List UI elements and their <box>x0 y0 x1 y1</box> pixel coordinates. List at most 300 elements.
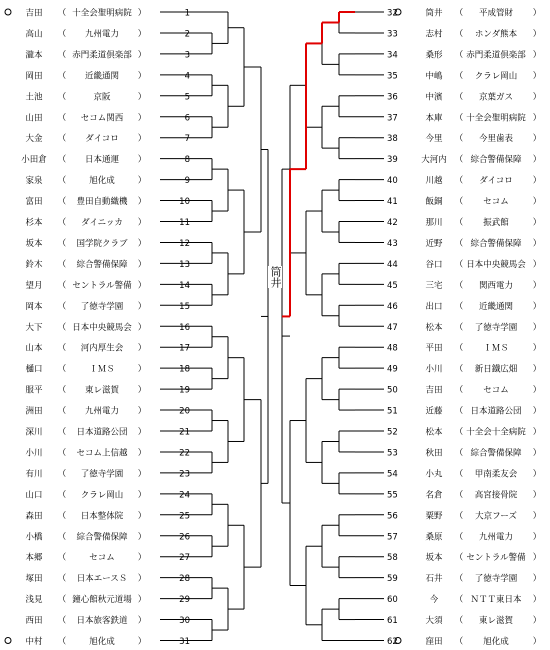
entry-name: 高山 <box>25 29 43 40</box>
paren-open: （ <box>454 238 464 249</box>
entry-team: ダイコロ <box>479 176 513 187</box>
paren-close: ） <box>137 29 147 40</box>
paren-open: （ <box>454 553 464 564</box>
entry-team: 関西電力 <box>478 280 514 291</box>
entry-number: 33 <box>387 29 398 40</box>
paren-close: ） <box>137 385 147 396</box>
entry-name: 松本 <box>425 427 443 438</box>
entry-number: 56 <box>387 511 398 522</box>
entry-name: 小丸 <box>425 469 443 480</box>
entry-number: 23 <box>179 469 190 480</box>
entry-name: 坂本 <box>25 238 43 249</box>
paren-open: （ <box>454 176 464 187</box>
entry-team: 日本エースＳ <box>76 574 128 585</box>
paren-open: （ <box>454 92 464 103</box>
entry-team: 平成管財 <box>478 8 514 19</box>
entry-number: 32 <box>387 8 398 19</box>
entry-name: 鈴木 <box>25 259 43 270</box>
entry-team: 九州電力 <box>84 406 120 417</box>
paren-close: ） <box>137 448 147 459</box>
entry-number: 28 <box>179 574 190 585</box>
entry-team: 綜合警備保障 <box>470 155 522 166</box>
entry-team: 十全会十全病院 <box>466 427 526 438</box>
paren-open: （ <box>57 259 67 270</box>
paren-open: （ <box>454 280 464 291</box>
entry-team: 鐘心館秋元道場 <box>72 595 132 606</box>
paren-open: （ <box>454 259 464 270</box>
paren-close: ） <box>137 134 147 145</box>
paren-open: （ <box>57 155 67 166</box>
paren-close: ） <box>137 469 147 480</box>
entry-team: ＩＭＳ <box>89 364 115 375</box>
paren-open: （ <box>454 427 464 438</box>
paren-close: ） <box>532 595 542 606</box>
paren-close: ） <box>532 427 542 438</box>
paren-open: （ <box>57 532 67 543</box>
entry-name: 桑原 <box>425 532 443 543</box>
entry-number: 35 <box>387 71 398 82</box>
paren-open: （ <box>454 469 464 480</box>
entry-number: 47 <box>387 322 398 333</box>
entry-number: 7 <box>184 134 190 145</box>
paren-open: （ <box>57 385 67 396</box>
entry-number: 59 <box>387 574 398 585</box>
entry-team: 東レ滋賀 <box>84 385 120 396</box>
entry-team: 国学院クラブ <box>76 238 128 249</box>
entry-number: 11 <box>179 218 190 228</box>
entry-name: 小橋 <box>25 532 43 543</box>
entry-team: 赤門柔道倶楽部 <box>466 50 526 61</box>
entry-team: 近畿通関 <box>478 301 514 312</box>
paren-close: ） <box>532 197 542 208</box>
entry-number: 16 <box>179 322 190 333</box>
entry-team: セコム <box>483 385 509 396</box>
entry-number: 39 <box>387 155 398 166</box>
paren-open: （ <box>454 218 464 228</box>
entry-number: 9 <box>184 176 190 187</box>
bracket-lines <box>160 12 384 641</box>
entry-name: 志村 <box>425 29 443 40</box>
entry-team: 綜合警備保障 <box>470 238 522 249</box>
entry-name: 中嶋 <box>425 71 443 82</box>
paren-open: （ <box>57 71 67 82</box>
entry-name: 窪田 <box>425 637 443 647</box>
entry-name: 山本 <box>25 343 43 354</box>
entry-name: 那川 <box>425 218 443 228</box>
paren-open: （ <box>57 176 67 187</box>
entry-name: 今 <box>429 595 439 606</box>
paren-close: ） <box>532 406 542 417</box>
entry-team: 綜合警備保障 <box>76 532 128 543</box>
entry-number: 53 <box>387 448 398 459</box>
entry-name: 西田 <box>25 616 43 627</box>
right-entry-list <box>387 8 544 648</box>
entry-name: 桑形 <box>425 50 443 61</box>
entry-number: 31 <box>179 637 190 647</box>
entry-name: 土池 <box>25 92 43 103</box>
entry-number: 41 <box>387 197 398 208</box>
paren-close: ） <box>532 71 542 82</box>
paren-open: （ <box>57 364 67 375</box>
paren-close: ） <box>532 301 542 312</box>
entry-name: 小川 <box>25 448 43 459</box>
paren-close: ） <box>532 113 542 124</box>
entry-team: 大京フーズ <box>475 511 517 522</box>
entry-number: 8 <box>184 155 190 166</box>
entry-team: 十全会聖明病院 <box>72 8 132 19</box>
paren-close: ） <box>137 364 147 375</box>
entry-number: 52 <box>387 427 398 438</box>
paren-close: ） <box>137 50 147 61</box>
entry-number: 61 <box>387 616 398 627</box>
entry-team: ダイコロ <box>85 134 119 145</box>
entry-number: 12 <box>179 238 190 249</box>
paren-open: （ <box>454 448 464 459</box>
entry-number: 50 <box>387 385 398 396</box>
entry-name: 小田倉 <box>21 155 47 166</box>
paren-close: ） <box>532 364 542 375</box>
paren-close: ） <box>532 134 542 145</box>
paren-open: （ <box>57 301 67 312</box>
paren-close: ） <box>532 50 542 61</box>
entry-name: 中村 <box>25 637 43 647</box>
entry-team: 日本通運 <box>84 155 120 166</box>
entry-team: 九州電力 <box>84 29 120 40</box>
entry-team: 甲南柔友会 <box>474 469 518 480</box>
entry-team: 日本中央競馬会 <box>466 259 526 270</box>
entry-name: 山田 <box>25 113 43 124</box>
entry-name: 小川 <box>425 364 443 375</box>
entry-team: 河内厚生会 <box>80 343 124 354</box>
paren-open: （ <box>454 134 464 145</box>
paren-open: （ <box>57 637 67 647</box>
entry-team: 日本整体院 <box>80 511 124 522</box>
paren-open: （ <box>57 574 67 585</box>
entry-number: 58 <box>387 553 398 564</box>
paren-open: （ <box>454 301 464 312</box>
entry-number: 44 <box>387 259 398 270</box>
entry-team: ダイニッカ <box>81 218 123 228</box>
entry-name: 家泉 <box>25 176 43 187</box>
paren-close: ） <box>532 8 542 19</box>
entry-number: 3 <box>184 50 190 61</box>
paren-open: （ <box>454 50 464 61</box>
paren-close: ） <box>532 574 542 585</box>
entry-number: 38 <box>387 134 398 145</box>
paren-open: （ <box>454 343 464 354</box>
entry-team: 豊田自動織機 <box>76 197 128 208</box>
entry-name: 富田 <box>25 197 43 208</box>
entry-team: 旭化成 <box>483 637 509 647</box>
paren-close: ） <box>137 155 147 166</box>
entry-name: 大金 <box>25 134 43 145</box>
entry-name: 筒井 <box>425 8 443 19</box>
entry-number: 48 <box>387 343 398 354</box>
paren-open: （ <box>454 197 464 208</box>
paren-open: （ <box>57 29 67 40</box>
entry-name: 森田 <box>25 511 43 522</box>
entry-name: 谷口 <box>425 259 443 270</box>
paren-open: （ <box>57 322 67 333</box>
entry-number: 5 <box>184 92 190 103</box>
paren-close: ） <box>532 637 542 647</box>
paren-open: （ <box>57 469 67 480</box>
paren-close: ） <box>137 238 147 249</box>
entry-name: 洲田 <box>25 406 43 417</box>
entry-team: 高宮接骨院 <box>474 490 518 501</box>
paren-open: （ <box>57 406 67 417</box>
paren-open: （ <box>57 490 67 501</box>
entry-team: 京葉ガス <box>478 92 514 103</box>
entry-number: 17 <box>179 343 190 354</box>
entry-number: 2 <box>184 29 190 40</box>
paren-open: （ <box>454 385 464 396</box>
paren-close: ） <box>532 343 542 354</box>
paren-open: （ <box>454 616 464 627</box>
paren-close: ） <box>532 553 542 564</box>
entry-team: セコム <box>483 197 509 208</box>
entry-name: 服平 <box>25 385 43 396</box>
entry-team: ホンダ熊本 <box>474 29 518 40</box>
entry-name: 山口 <box>25 490 43 501</box>
paren-open: （ <box>454 490 464 501</box>
entry-name: 浅見 <box>25 595 43 606</box>
entry-team: 日本道路公団 <box>470 406 522 417</box>
paren-close: ） <box>137 280 147 291</box>
entry-team: 綜合警備保障 <box>470 448 522 459</box>
entry-number: 13 <box>179 259 190 270</box>
entry-number: 34 <box>387 50 398 61</box>
seed-mark-icon <box>5 9 11 15</box>
paren-close: ） <box>532 511 542 522</box>
entry-number: 14 <box>179 280 190 291</box>
entry-team: 旭化成 <box>89 637 115 647</box>
paren-open: （ <box>57 448 67 459</box>
entry-name: 飯銅 <box>425 197 443 208</box>
paren-open: （ <box>454 8 464 19</box>
entry-name: 吉田 <box>425 385 443 396</box>
paren-close: ） <box>137 574 147 585</box>
entry-number: 57 <box>387 532 398 543</box>
seed-mark-icon <box>5 638 11 644</box>
paren-close: ） <box>532 218 542 228</box>
paren-close: ） <box>137 553 147 564</box>
paren-open: （ <box>454 71 464 82</box>
paren-close: ） <box>137 406 147 417</box>
entry-team: ＩＭＳ <box>483 343 509 354</box>
entry-name: 杉本 <box>25 218 43 228</box>
paren-close: ） <box>532 532 542 543</box>
entry-name: 平田 <box>425 343 443 354</box>
entry-number: 54 <box>387 469 398 480</box>
entry-name: 秋田 <box>425 448 443 459</box>
entry-name: 今里 <box>425 134 443 145</box>
paren-open: （ <box>57 218 67 228</box>
entry-team: 日本道路公団 <box>76 427 128 438</box>
paren-close: ） <box>137 259 147 270</box>
paren-close: ） <box>137 427 147 438</box>
paren-open: （ <box>454 532 464 543</box>
paren-close: ） <box>532 616 542 627</box>
entry-number: 18 <box>179 364 190 375</box>
entry-team: 了徳寺学園 <box>80 301 124 312</box>
paren-open: （ <box>454 406 464 417</box>
paren-close: ） <box>137 616 147 627</box>
entry-name: 岡本 <box>25 301 43 312</box>
paren-open: （ <box>454 364 464 375</box>
entry-number: 30 <box>179 616 190 627</box>
entry-team: 振武館 <box>483 218 509 228</box>
entry-number: 62 <box>387 637 398 647</box>
entry-name: 粟野 <box>425 511 443 522</box>
entry-name: 中濱 <box>425 92 443 103</box>
entry-number: 51 <box>387 406 398 417</box>
entry-team: クラレ岡山 <box>474 71 518 82</box>
entry-name: 岡田 <box>25 71 43 82</box>
left-entry-list <box>5 8 190 648</box>
entry-team: セコム <box>89 553 115 564</box>
entry-team: セコム上信越 <box>76 448 128 459</box>
entry-name: 塚田 <box>25 574 43 585</box>
paren-close: ） <box>137 113 147 124</box>
paren-open: （ <box>57 280 67 291</box>
paren-open: （ <box>454 637 464 647</box>
paren-open: （ <box>57 238 67 249</box>
entry-team: 了徳寺学園 <box>474 574 518 585</box>
paren-close: ） <box>532 469 542 480</box>
entry-number: 55 <box>387 490 398 501</box>
entry-team: 新日鐵広畑 <box>474 364 518 375</box>
entry-name: 瀧本 <box>25 50 43 61</box>
paren-close: ） <box>137 511 147 522</box>
entry-team: 十全会聖明病院 <box>466 113 526 124</box>
paren-open: （ <box>57 595 67 606</box>
paren-close: ） <box>137 322 147 333</box>
entry-number: 36 <box>387 92 398 103</box>
entry-number: 27 <box>179 553 190 564</box>
champion-name: 筒井 <box>269 266 282 288</box>
entry-number: 46 <box>387 301 398 312</box>
entry-number: 49 <box>387 364 398 375</box>
entry-team: 九州電力 <box>478 532 514 543</box>
paren-open: （ <box>57 50 67 61</box>
paren-open: （ <box>454 574 464 585</box>
paren-open: （ <box>454 511 464 522</box>
paren-close: ） <box>532 280 542 291</box>
entry-number: 6 <box>184 113 190 124</box>
paren-open: （ <box>57 197 67 208</box>
entry-number: 42 <box>387 218 398 228</box>
paren-close: ） <box>532 238 542 249</box>
entry-team: 日本中央競馬会 <box>72 322 132 333</box>
entry-number: 25 <box>179 511 190 522</box>
paren-close: ） <box>137 532 147 543</box>
entry-name: 深川 <box>25 427 43 438</box>
paren-close: ） <box>137 92 147 103</box>
entry-number: 24 <box>179 490 190 501</box>
entry-number: 45 <box>387 280 398 291</box>
paren-close: ） <box>532 29 542 40</box>
entry-name: 本庫 <box>425 113 443 124</box>
entry-number: 4 <box>184 71 190 82</box>
entry-team: 綜合警備保障 <box>76 259 128 270</box>
entry-team: 日本旅客鉄道 <box>76 616 128 627</box>
entry-name: 松本 <box>425 322 443 333</box>
paren-open: （ <box>454 113 464 124</box>
entry-name: 本郷 <box>25 553 43 564</box>
entry-name: 三宅 <box>425 280 443 291</box>
entry-number: 21 <box>179 427 190 438</box>
paren-close: ） <box>532 385 542 396</box>
paren-close: ） <box>532 176 542 187</box>
paren-close: ） <box>137 637 147 647</box>
paren-close: ） <box>137 8 147 19</box>
entry-name: 望月 <box>25 280 43 291</box>
entry-name: 大下 <box>25 322 43 333</box>
paren-close: ） <box>532 322 542 333</box>
entry-number: 19 <box>179 385 190 396</box>
paren-open: （ <box>57 343 67 354</box>
paren-close: ） <box>137 197 147 208</box>
paren-close: ） <box>532 155 542 166</box>
paren-close: ） <box>532 92 542 103</box>
entry-name: 坂本 <box>425 553 443 564</box>
paren-close: ） <box>532 259 542 270</box>
entry-name: 出口 <box>425 301 443 312</box>
paren-close: ） <box>137 595 147 606</box>
paren-open: （ <box>57 553 67 564</box>
paren-open: （ <box>57 134 67 145</box>
paren-open: （ <box>57 8 67 19</box>
paren-open: （ <box>57 92 67 103</box>
entry-name: 近藤 <box>425 406 443 417</box>
paren-open: （ <box>57 511 67 522</box>
paren-open: （ <box>57 113 67 124</box>
paren-close: ） <box>137 301 147 312</box>
paren-close: ） <box>137 343 147 354</box>
entry-team: セントラル警備 <box>72 280 132 291</box>
entry-name: 大須 <box>425 616 443 627</box>
entry-number: 20 <box>179 406 190 417</box>
entry-name: 川越 <box>425 176 443 187</box>
entry-number: 37 <box>387 113 398 124</box>
paren-open: （ <box>454 29 464 40</box>
entry-name: 吉田 <box>25 8 43 19</box>
paren-close: ） <box>137 490 147 501</box>
entry-team: ＮＴＴ東日本 <box>470 595 522 606</box>
entry-number: 43 <box>387 238 398 249</box>
entry-team: 了徳寺学園 <box>80 469 124 480</box>
paren-open: （ <box>454 595 464 606</box>
entry-team: 京阪 <box>93 92 111 103</box>
entry-team: 近畿通関 <box>84 71 120 82</box>
entry-number: 40 <box>387 176 398 187</box>
entry-number: 1 <box>184 8 190 19</box>
entry-number: 60 <box>387 595 398 606</box>
entry-team: セントラル警備 <box>466 553 526 564</box>
entry-name: 大河内 <box>421 155 447 166</box>
paren-close: ） <box>137 71 147 82</box>
paren-close: ） <box>532 448 542 459</box>
entry-team: 東レ滋賀 <box>478 616 514 627</box>
entry-name: 名倉 <box>425 490 443 501</box>
entry-team: 赤門柔道倶楽部 <box>72 50 132 61</box>
winner-path-lines <box>282 12 355 316</box>
entry-number: 15 <box>179 301 190 312</box>
paren-open: （ <box>57 427 67 438</box>
entry-name: 石井 <box>425 574 443 585</box>
entry-team: セコム関西 <box>80 113 124 124</box>
